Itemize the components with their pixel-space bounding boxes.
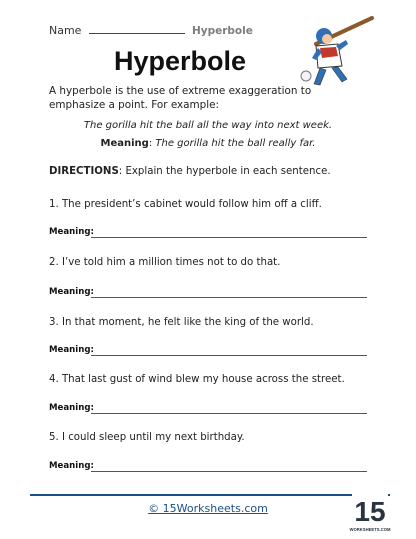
example-meaning: Meaning: The gorilla hit the ball really far.	[100, 138, 316, 149]
directions	[49, 166, 331, 177]
answer-line-4[interactable]	[49, 403, 367, 415]
answer-label: Meaning:	[49, 227, 94, 237]
answer-line-2[interactable]	[49, 287, 367, 299]
logo-number: 15	[354, 496, 386, 527]
answer-label: Meaning:	[49, 461, 94, 471]
question-1: 1. The president’s cabinet would follow him off a cliff.	[49, 199, 322, 210]
page-title: Hyperbole	[113, 46, 247, 76]
example-meaning-label: Meaning	[100, 138, 149, 149]
answer-line-1[interactable]	[49, 227, 367, 239]
footer-link[interactable]: © 15Worksheets.com	[148, 502, 268, 515]
answer-label: Meaning:	[49, 287, 94, 297]
question-3: 3. In that moment, he felt like the king of the world.	[49, 317, 314, 328]
question-4: 4. That last gust of wind blew my house across the street.	[49, 374, 345, 385]
directions-text: : Explain the hyperbole in each sentence.	[118, 166, 331, 177]
worksheets-logo	[349, 494, 391, 534]
directions-label: DIRECTIONS	[49, 166, 119, 177]
name-label: Name	[49, 24, 82, 37]
footer-divider	[30, 494, 390, 496]
answer-label: Meaning:	[49, 345, 94, 355]
question-5: 5. I could sleep until my next birthday.	[49, 432, 245, 443]
worksheet-topic: Hyperbole	[191, 25, 253, 37]
name-field	[49, 24, 253, 37]
example-sentence: The gorilla hit the ball all the way into next week.	[83, 120, 333, 131]
intro-paragraph: A hyperbole is the use of extreme exaggeration to emphasize a point. For example:	[49, 85, 312, 111]
question-2: 2. I’ve told him a million times not to do that.	[49, 257, 281, 268]
answer-line-5[interactable]	[49, 461, 367, 473]
logo-text: WORKSHEETS.COM	[349, 527, 391, 532]
answer-label: Meaning:	[49, 403, 94, 413]
answer-line-3[interactable]	[49, 345, 367, 357]
name-blank-line[interactable]	[89, 24, 185, 34]
example-meaning-text: The gorilla hit the ball really far.	[155, 138, 316, 149]
